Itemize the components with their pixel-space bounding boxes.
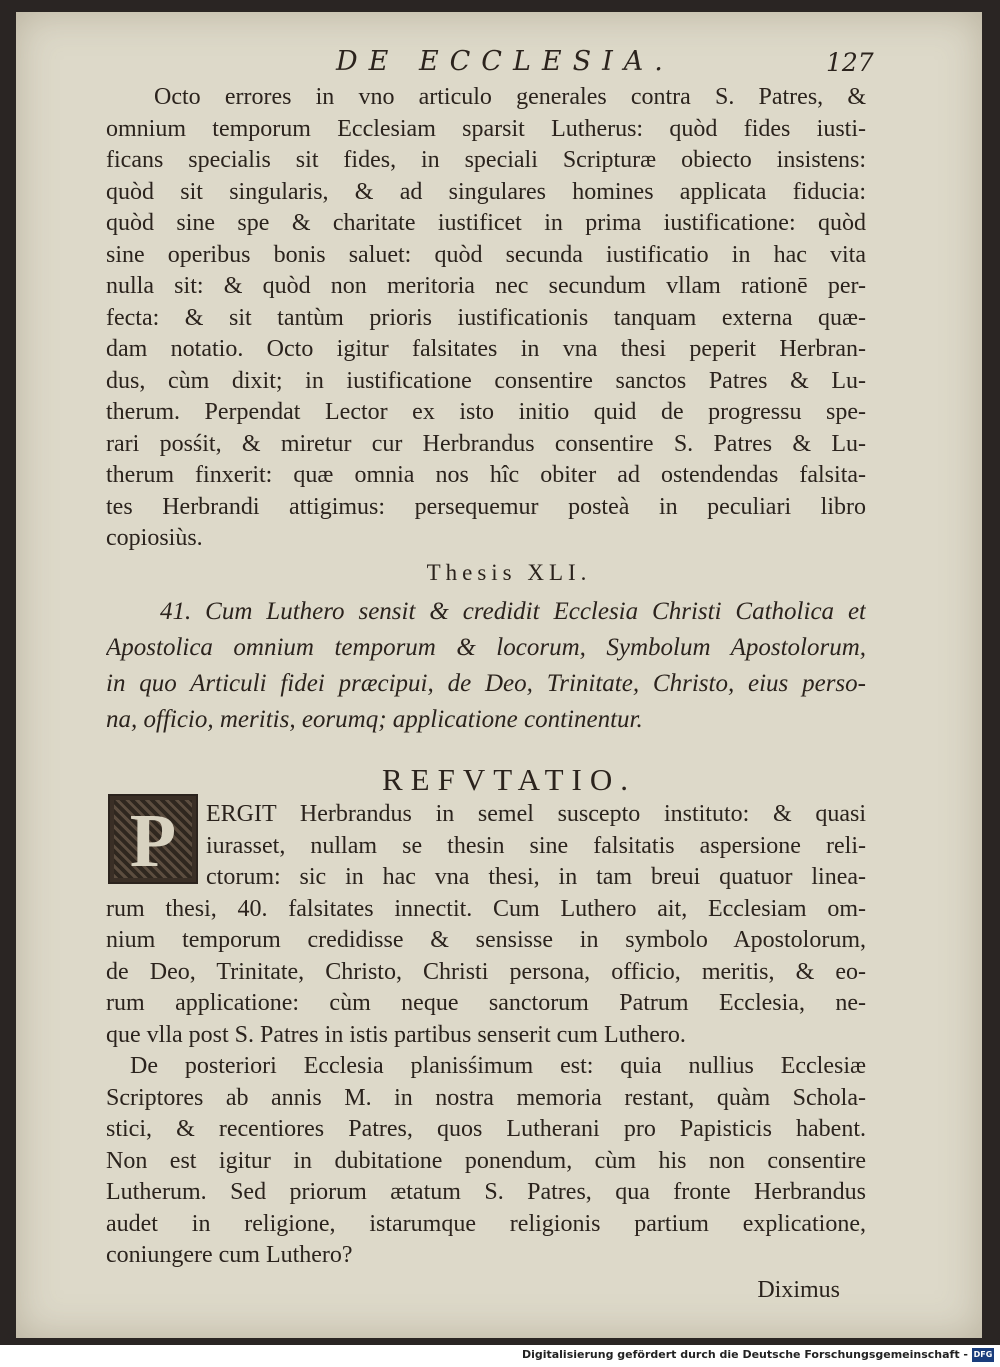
- running-head: DE ECCLESIA.: [336, 46, 674, 77]
- initial-letter: P: [129, 799, 177, 883]
- catchword: Diximus: [757, 1277, 840, 1303]
- page-header: [16, 46, 982, 86]
- text-line: omnium temporum Ecclesiam sparsit Lutherus: quòd fides iusti-: [106, 115, 866, 142]
- text-line: ctorum: sic in hac vna thesi, in tam breui quatuor linea-: [206, 864, 866, 890]
- text-line: 41. Cum Luthero sensit & credidit Ecclesia Christi Catholica et: [160, 598, 866, 625]
- text-line: nulla sit: & quòd non meritoria nec secundum vllam rationē per-: [106, 273, 866, 299]
- text-line: que vlla post S. Patres in istis partibus senserit cum Luthero.: [106, 1021, 686, 1048]
- footer-credit: Digitalisierung gefördert durch die Deutsche Forschungsgemeinschaft -: [521, 1348, 968, 1361]
- paragraph-1: [106, 82, 866, 555]
- text-line: dam notatio. Octo igitur falsitates in vna thesi peperit Herbran-: [106, 336, 866, 362]
- page-number: 127: [826, 48, 874, 77]
- text-line: iurasset, nullam se thesin sine falsitatis aspersione reli-: [206, 832, 866, 859]
- text-line: Octo errores in vno articulo generales contra S. Patres, &: [154, 84, 866, 110]
- text-line: Scriptores ab annis M. in nostra memoria restant, quàm Schola-: [106, 1084, 866, 1111]
- text-line: de Deo, Trinitate, Christo, Christi persona, officio, meritis, & eo-: [106, 958, 866, 985]
- paragraph-2: [106, 799, 866, 1051]
- text-line: copiosiùs.: [106, 525, 203, 551]
- paragraph-3: [106, 1051, 866, 1272]
- text-line: rum applicatione: cùm neque sanctorum Patrum Ecclesia, ne-: [106, 990, 866, 1016]
- text-line: De posteriori Ecclesia planisśimum est: quia nullius Ecclesiæ: [130, 1053, 866, 1079]
- text-line: sine operibus bonis saluet: quòd secunda iustificatio in hac vita: [106, 241, 866, 268]
- text-line: in quo Articuli fidei præcipui, de Deo, Trinitate, Christo, eius perso-: [106, 670, 866, 697]
- book-page: [16, 12, 982, 1338]
- text-line: Lutherum. Sed priorum ætatum S. Patres, qua fronte Herbrandus: [106, 1179, 866, 1205]
- thesis-heading: Thesis XLI.: [426, 560, 592, 585]
- text-line: ficans specialis sit fides, in speciali Scripturæ obiecto insistens:: [106, 147, 866, 173]
- text-line: Apostolica omnium temporum & locorum, Symbolum Apostolorum,: [106, 634, 866, 661]
- text-line: fecta: & sit tantùm prioris iustificationis tanquam externa quæ-: [106, 304, 866, 331]
- text-line: nium temporum credidisse & sensisse in symbolo Apostolorum,: [106, 927, 866, 953]
- text-line: quòd sine spe & charitate iustificet in prima iustificatione: quòd: [106, 210, 866, 236]
- footer-bar: [0, 1345, 1000, 1367]
- text-line: coniungere cum Luthero?: [106, 1242, 353, 1268]
- text-line: rum thesi, 40. falsitates innectit. Cum Luthero ait, Ecclesiam om-: [106, 895, 866, 922]
- text-line: dus, cùm dixit; in iustificatione consentire sanctos Patres & Lu-: [106, 367, 866, 394]
- dfg-logo-icon: DFG: [972, 1348, 994, 1362]
- text-line: therum finxerit: quæ omnia nos hîc obiter ad ostendendas falsita-: [106, 462, 866, 488]
- text-line: therum. Perpendat Lector ex isto initio quid de progressu spe-: [106, 399, 866, 425]
- text-line: rari posśit, & miretur cur Herbrandus consentire S. Patres & Lu-: [106, 430, 866, 457]
- text-line: audet in religione, istarumque religionis partium explicatione,: [106, 1210, 866, 1237]
- text-line: quòd sit singularis, & ad singulares homines applicata fiducia:: [106, 178, 866, 205]
- text-line: Non est igitur in dubitatione ponendum, cùm his non consentire: [106, 1147, 866, 1174]
- text-line: stici, & recentiores Patres, quos Lutherani pro Papisticis habent.: [106, 1116, 866, 1142]
- text-line: na, officio, meritis, eorumq; applicatione continentur.: [106, 706, 643, 733]
- thesis-text: [106, 594, 866, 738]
- text-line: tes Herbrandi attigimus: persequemur posteà in peculiari libro: [106, 493, 866, 520]
- refutatio-heading: REFVTATIO.: [381, 762, 637, 797]
- text-line: ERGIT Herbrandus in semel suscepto instituto: & quasi: [206, 801, 866, 827]
